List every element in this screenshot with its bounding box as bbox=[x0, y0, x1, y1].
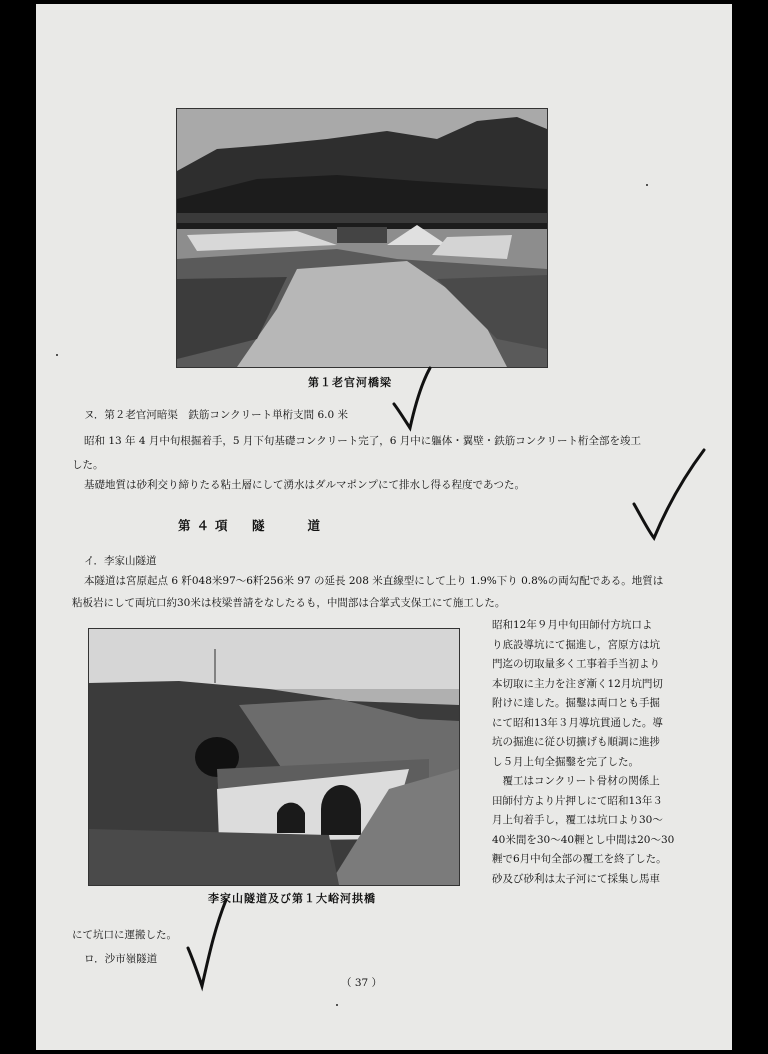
column-line: 門迄の切取量多く工事着手当初より bbox=[492, 658, 660, 670]
photo1-caption: 第１老官河橋梁 bbox=[308, 376, 392, 389]
tunnel-arch-bridge-illustration bbox=[89, 629, 459, 885]
section-nu-paragraph-line: 昭和 13 年 4 月中旬根掘着手，5 月下旬基礎コンクリート完了，6 月中に軀体・翼壁・鉄筋コンクリート桁全部を竣工 bbox=[84, 435, 642, 447]
right-text-column bbox=[492, 616, 692, 889]
column-line: 月上旬着手し，覆工は坑口より30〜 bbox=[492, 814, 663, 826]
column-line: 坑の掘進に従ひ切擴げも順調に進捗 bbox=[492, 736, 660, 748]
photo2-caption: 李家山隧道及び第１大峪河拱橋 bbox=[208, 892, 376, 905]
tunnel-arch-bridge-photo bbox=[88, 628, 460, 886]
check-mark-icon bbox=[386, 364, 446, 434]
column-line: 40米間を30〜40糎とし中間は20〜30 bbox=[492, 833, 675, 846]
river-bridge-illustration bbox=[177, 109, 547, 367]
column-line: 昭和12年９月中旬田師付方坑口よ bbox=[492, 619, 653, 631]
check-mark-icon bbox=[184, 894, 244, 994]
section-heading: 第４項 隧 道 bbox=[178, 518, 327, 533]
column-line: 砂及び砂利は太子河にて採集し馬車 bbox=[492, 872, 660, 885]
section-nu-paragraph: 基礎地質は砂利交り締りたる粘土層にして湧水はダルマポンプにて排水し得る程度であつた。 bbox=[84, 479, 525, 491]
column-line: にて昭和13年３月導坑貫通した。導 bbox=[492, 716, 663, 729]
column-line: 覆工はコンクリート骨材の関係上 bbox=[492, 775, 660, 787]
column-line: 糎で6月中旬全部の覆工を終了した。 bbox=[492, 853, 667, 865]
column-line: し５月上旬全掘鑿を完了した。 bbox=[492, 755, 639, 768]
column-line: り底設導坑にて掘進し，宮原方は坑 bbox=[492, 638, 660, 651]
section-nu-title: ヌ．第２老官河暗渠 鉄筋コンクリート単桁支間 6.0 米 bbox=[84, 409, 349, 421]
tail-line: にて坑口に運搬した。 bbox=[72, 929, 177, 941]
section-i-paragraph-line: 本隧道は宮原起点 6 粁048米97〜6粁256米 97 の延長 208 米直線型にして上り 1.9%下り 0.8%の両勾配である。地質は bbox=[84, 575, 664, 587]
section-nu-paragraph-line: した。 bbox=[72, 459, 104, 471]
page-number: （ 37 ） bbox=[341, 977, 383, 989]
column-line: 本切取に主力を注ぎ漸く12月坑門切 bbox=[492, 677, 663, 690]
section-i-paragraph-line: 粘板岩にして両坑口約30米は枝梁普請をなしたるも，中間部は合掌式支保工にて施工した。 bbox=[72, 597, 506, 609]
column-line: 田師付方より片押しにて昭和13年３ bbox=[492, 794, 663, 807]
section-i-title: イ．李家山隧道 bbox=[84, 555, 157, 567]
scan-speck bbox=[56, 354, 58, 356]
check-mark-icon bbox=[628, 444, 708, 544]
scanned-page bbox=[36, 4, 732, 1050]
section-ro-title: ロ．沙市嶺隧道 bbox=[84, 953, 158, 965]
scan-speck bbox=[646, 184, 648, 186]
column-line: 附けに達した。掘鑿は両口とも手掘 bbox=[492, 697, 660, 709]
river-bridge-photo bbox=[176, 108, 548, 368]
scan-speck bbox=[336, 1004, 338, 1006]
